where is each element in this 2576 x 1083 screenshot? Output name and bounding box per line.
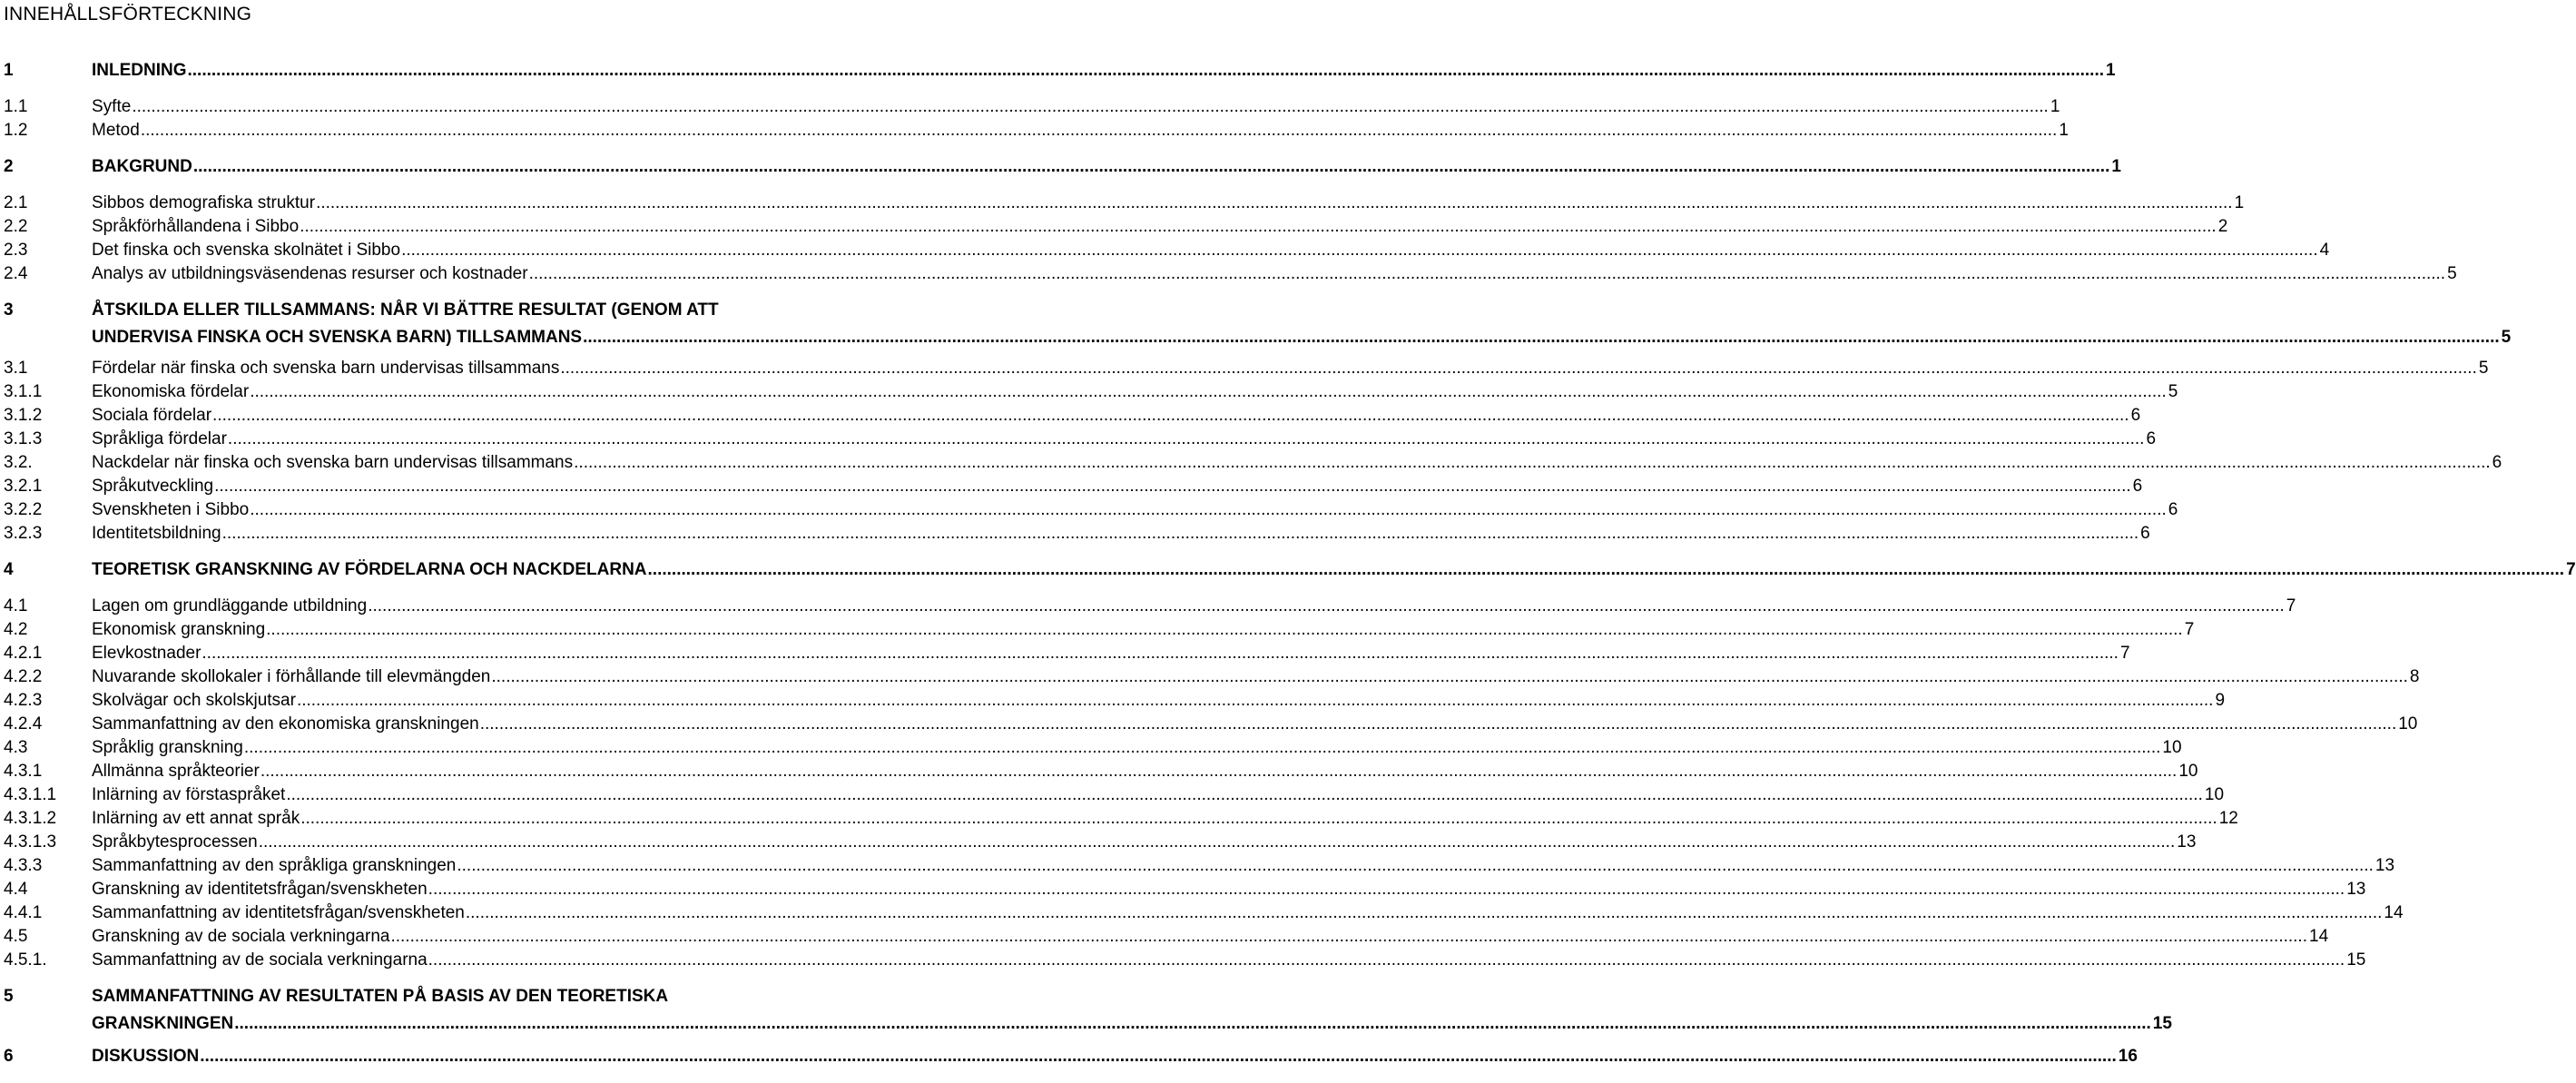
toc-entry-page-number: 7 — [2119, 644, 2130, 663]
toc-entry-title: Ekonomiska fördelar — [92, 382, 250, 401]
toc-entry-number: 4.3.1.2 — [4, 809, 57, 828]
toc-entry-page-number: 10 — [2204, 785, 2225, 804]
toc-entry-page-number: 7 — [2184, 620, 2195, 639]
toc-entry-page-number: 5 — [2447, 264, 2457, 283]
toc-entry-title: Ekonomisk granskning — [92, 620, 266, 639]
toc-leader-dots: ................................................................................................................................................................................................................................................................................................................................................................................................................ — [140, 121, 2058, 140]
toc-entry-page-number: 1 — [2234, 193, 2245, 212]
toc-leader-dots: ................................................................................................................................................................................................................................................................................................................................................................................................................ — [479, 714, 2397, 733]
toc-leader-dots: ................................................................................................................................................................................................................................................................................................................................................................................................................ — [187, 61, 2105, 80]
toc-entry-title: DISKUSSION — [92, 1047, 200, 1066]
toc-entry-page-number: 13 — [2177, 832, 2197, 852]
toc-entry-number: 4.5.1. — [4, 950, 47, 970]
toc-leader-dots: ................................................................................................................................................................................................................................................................................................................................................................................................................ — [212, 406, 2129, 425]
toc-leader-dots: ................................................................................................................................................................................................................................................................................................................................................................................................................ — [647, 560, 2565, 579]
toc-entry-page-number: 13 — [2346, 880, 2366, 899]
toc-entry-title: Sociala fördelar — [92, 406, 212, 425]
toc-leader-dots: ................................................................................................................................................................................................................................................................................................................................................................................................................ — [132, 97, 2049, 116]
toc-leader-dots: ................................................................................................................................................................................................................................................................................................................................................................................................................ — [266, 620, 2183, 639]
toc-entry-title: Elevkostnader — [92, 644, 202, 663]
toc-entry-page-number: 6 — [2140, 524, 2150, 543]
toc-entry-page-number: 6 — [2130, 406, 2141, 425]
toc-entry-number: 2.3 — [4, 241, 28, 260]
toc-leader-dots: ................................................................................................................................................................................................................................................................................................................................................................................................................ — [258, 832, 2176, 852]
toc-entry-title: Metod — [92, 121, 140, 140]
toc-entry-number: 4.1 — [4, 596, 28, 615]
toc-entry-number: 4 — [4, 560, 14, 579]
toc-leader-dots: ................................................................................................................................................................................................................................................................................................................................................................................................................ — [243, 738, 2161, 757]
toc-entry-page-number: 4 — [2319, 241, 2330, 260]
toc-entry-page-number: 7 — [2286, 596, 2296, 615]
toc-entry-title: Sammanfattning av identitetsfrågan/svenskheten — [92, 903, 465, 922]
toc-entry-number: 4.2.1 — [4, 644, 43, 663]
toc-leader-dots: ................................................................................................................................................................................................................................................................................................................................................................................................................ — [457, 856, 2374, 875]
toc-entry-number: 1.2 — [4, 121, 28, 140]
toc-leader-dots: ................................................................................................................................................................................................................................................................................................................................................................................................................ — [300, 217, 2217, 236]
toc-entry-number: 3.1.2 — [4, 406, 43, 425]
toc-leader-dots: ................................................................................................................................................................................................................................................................................................................................................................................................................ — [286, 785, 2203, 804]
toc-leader-dots: ................................................................................................................................................................................................................................................................................................................................................................................................................ — [428, 950, 2345, 970]
toc-entry-page-number: 1 — [2106, 61, 2116, 80]
toc-entry-title: Språkbytesprocessen — [92, 832, 258, 852]
toc-entry-title: Sammanfattning av den språkliga granskningen — [92, 856, 457, 875]
toc-entry-page-number: 7 — [2566, 560, 2576, 579]
toc-entry-number: 3.1.1 — [4, 382, 43, 401]
toc-leader-dots: ................................................................................................................................................................................................................................................................................................................................................................................................................ — [401, 241, 2318, 260]
toc-entry-number: 4.3.3 — [4, 856, 43, 875]
toc-leader-dots: ................................................................................................................................................................................................................................................................................................................................................................................................................ — [227, 429, 2145, 448]
toc-entry-title: Inlärning av ett annat språk — [92, 809, 300, 828]
toc-entry-page-number: 1 — [2111, 157, 2121, 176]
toc-entry-title: Sibbos demografiska struktur — [92, 193, 316, 212]
toc-entry-number: 4.2.4 — [4, 714, 43, 733]
toc-entry-title: Språklig granskning — [92, 738, 243, 757]
toc-entry-title: Språkutveckling — [92, 477, 214, 496]
toc-entry-number: 4.3.1 — [4, 762, 43, 781]
toc-entry-page-number: 16 — [2118, 1047, 2138, 1066]
toc-entry-number: 4.4 — [4, 880, 28, 899]
toc-entry-title: Sammanfattning av den ekonomiska granskningen — [92, 714, 479, 733]
toc-entry-title: Granskning av identitetsfrågan/svenskheten — [92, 880, 428, 899]
toc-entry-title: TEORETISK GRANSKNING AV FÖRDELARNA OCH NACKDELARNA — [92, 560, 647, 579]
toc-entry-page-number: 5 — [2478, 359, 2489, 378]
toc-leader-dots: ................................................................................................................................................................................................................................................................................................................................................................................................................ — [528, 264, 2446, 283]
toc-entry-page-number: 10 — [2162, 738, 2182, 757]
toc-leader-dots: ................................................................................................................................................................................................................................................................................................................................................................................................................ — [221, 524, 2139, 543]
toc-entry-page-number: 1 — [2059, 121, 2069, 140]
toc-entry-number: 2.4 — [4, 264, 28, 283]
toc-entry-page-number: 10 — [2178, 762, 2198, 781]
toc-entry-number: 4.2.2 — [4, 667, 43, 686]
toc-entry-title: Allmänna språkteorier — [92, 762, 260, 781]
toc-entry-title: Nuvarande skollokaler i förhållande till elevmängden — [92, 667, 491, 686]
toc-entry-title: Granskning av de sociala verkningarna — [92, 927, 390, 946]
toc-leader-dots: ................................................................................................................................................................................................................................................................................................................................................................................................................ — [390, 927, 2307, 946]
toc-entry-number: 4.4.1 — [4, 903, 43, 922]
toc-entry-page-number: 6 — [2132, 477, 2143, 496]
toc-entry-number: 5 — [4, 987, 14, 1006]
toc-entry-title: Analys av utbildningsväsendenas resurser och kostnader — [92, 264, 528, 283]
toc-leader-dots: ................................................................................................................................................................................................................................................................................................................................................................................................................ — [250, 382, 2167, 401]
toc-entry-page-number: 12 — [2218, 809, 2238, 828]
toc-leader-dots: ................................................................................................................................................................................................................................................................................................................................................................................................................ — [202, 644, 2119, 663]
toc-entry-number: 4.2.3 — [4, 691, 43, 710]
toc-entry-title: Sammanfattning av de sociala verkningarna — [92, 950, 428, 970]
toc-entry-title: Identitetsbildning — [92, 524, 221, 543]
toc-entry-number: 4.2 — [4, 620, 28, 639]
toc-entry-title: Syfte — [92, 97, 132, 116]
toc-leader-dots: ................................................................................................................................................................................................................................................................................................................................................................................................................ — [574, 453, 2491, 472]
toc-entry-number: 3.2. — [4, 453, 33, 472]
toc-entry-page-number: 8 — [2409, 667, 2420, 686]
toc-leader-dots: ................................................................................................................................................................................................................................................................................................................................................................................................................ — [465, 903, 2383, 922]
toc-entry-page-number: 5 — [2501, 328, 2512, 347]
toc-entry-page-number: 15 — [2346, 950, 2366, 970]
toc-entry-number: 3.2.2 — [4, 500, 43, 519]
toc-entry-number: 4.3.1.3 — [4, 832, 57, 852]
toc-entry-title: Lagen om grundläggande utbildning — [92, 596, 368, 615]
toc-leader-dots: ................................................................................................................................................................................................................................................................................................................................................................................................................ — [368, 596, 2285, 615]
toc-entry-title-continued: GRANSKNINGEN — [92, 1014, 234, 1033]
toc-entry-page-number: 6 — [2168, 500, 2178, 519]
toc-leader-dots: ................................................................................................................................................................................................................................................................................................................................................................................................................ — [250, 500, 2167, 519]
toc-entry-page-number: 15 — [2152, 1014, 2172, 1033]
toc-leader-dots: ................................................................................................................................................................................................................................................................................................................................................................................................................ — [428, 880, 2345, 899]
toc-entry-number: 2.2 — [4, 217, 28, 236]
toc-entry-page-number: 14 — [2309, 927, 2329, 946]
toc-entry-title: Skolvägar och skolskjutsar — [92, 691, 296, 710]
toc-entry-page-number: 13 — [2374, 856, 2395, 875]
toc-entry-title: ÅTSKILDA ELLER TILLSAMMANS: NÅR VI BÄTTRE RESULTAT (GENOM ATT — [92, 300, 719, 320]
toc-entry-page-number: 6 — [2492, 453, 2502, 472]
toc-entry-number: 3.1.3 — [4, 429, 43, 448]
toc-entry-number: 2 — [4, 157, 14, 176]
toc-entry-title: Inlärning av förstaspråket — [92, 785, 286, 804]
toc-leader-dots: ................................................................................................................................................................................................................................................................................................................................................................................................................ — [300, 809, 2217, 828]
toc-entry-number: 3.1 — [4, 359, 28, 378]
toc-entry-title: Nackdelar när finska och svenska barn undervisas tillsammans — [92, 453, 574, 472]
toc-entry-page-number: 10 — [2398, 714, 2418, 733]
toc-entry-title: Svenskheten i Sibbo — [92, 500, 250, 519]
toc-leader-dots: ................................................................................................................................................................................................................................................................................................................................................................................................................ — [200, 1047, 2117, 1066]
toc-entry-number: 3 — [4, 300, 14, 320]
toc-leader-dots: ................................................................................................................................................................................................................................................................................................................................................................................................................ — [296, 691, 2214, 710]
toc-leader-dots: ................................................................................................................................................................................................................................................................................................................................................................................................................ — [260, 762, 2178, 781]
toc-entry-title: Det finska och svenska skolnätet i Sibbo — [92, 241, 401, 260]
toc-entry-number: 3.2.1 — [4, 477, 43, 496]
page-title: INNEHÅLLSFÖRTECKNING — [4, 4, 252, 25]
toc-entry-page-number: 6 — [2146, 429, 2157, 448]
toc-entry-page-number: 1 — [2050, 97, 2060, 116]
toc-leader-dots: ................................................................................................................................................................................................................................................................................................................................................................................................................ — [234, 1014, 2151, 1033]
toc-leader-dots: ................................................................................................................................................................................................................................................................................................................................................................................................................ — [316, 193, 2233, 212]
toc-entry-title: Språkförhållandena i Sibbo — [92, 217, 300, 236]
toc-leader-dots: ................................................................................................................................................................................................................................................................................................................................................................................................................ — [192, 157, 2110, 176]
toc-entry-page-number: 14 — [2384, 903, 2404, 922]
toc-entry-title: Fördelar när finska och svenska barn undervisas tillsammans — [92, 359, 560, 378]
toc-entry-number: 2.1 — [4, 193, 28, 212]
toc-entry-title: INLEDNING — [92, 61, 187, 80]
toc-entry-number: 3.2.3 — [4, 524, 43, 543]
toc-entry-title: BAKGRUND — [92, 157, 192, 176]
toc-entry-title: SAMMANFATTNING AV RESULTATEN PÅ BASIS AV DEN TEORETISKA — [92, 987, 669, 1006]
toc-entry-page-number: 5 — [2168, 382, 2178, 401]
toc-entry-page-number: 2 — [2217, 217, 2228, 236]
toc-leader-dots: ................................................................................................................................................................................................................................................................................................................................................................................................................ — [491, 667, 2408, 686]
toc-entry-number: 4.3.1.1 — [4, 785, 57, 804]
toc-entry-number: 1.1 — [4, 97, 28, 116]
toc-entry-page-number: 9 — [2215, 691, 2226, 710]
toc-entry-number: 4.3 — [4, 738, 28, 757]
toc-leader-dots: ................................................................................................................................................................................................................................................................................................................................................................................................................ — [560, 359, 2477, 378]
toc-leader-dots: ................................................................................................................................................................................................................................................................................................................................................................................................................ — [214, 477, 2131, 496]
toc-entry-title-continued: UNDERVISA FINSKA OCH SVENSKA BARN) TILLSAMMANS — [92, 328, 583, 347]
toc-entry-number: 6 — [4, 1047, 14, 1066]
toc-leader-dots: ................................................................................................................................................................................................................................................................................................................................................................................................................ — [583, 328, 2500, 347]
toc-entry-title: Språkliga fördelar — [92, 429, 227, 448]
toc-entry-number: 4.5 — [4, 927, 28, 946]
toc-entry-number: 1 — [4, 61, 14, 80]
